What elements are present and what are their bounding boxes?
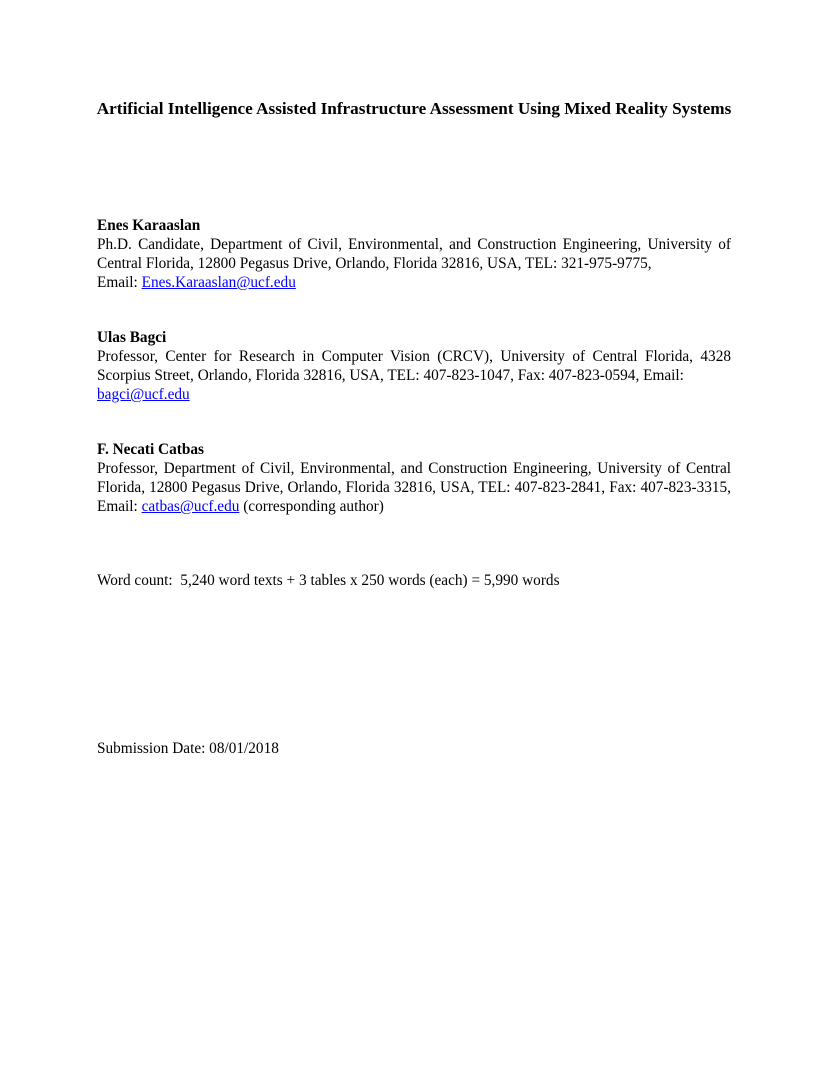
email-line — [97, 273, 731, 292]
author-name: Ulas Bagci — [97, 329, 167, 346]
affiliation-text: Professor, Center for Research in Computer Vision (CRCV), University of Central Florida, 4328 Scorpius Street, Orlando, Florida 32816, USA, TEL: 407-823-1047, Fax: 407-823-0594, Email: — [97, 348, 731, 384]
author-name: Enes Karaaslan — [97, 217, 201, 234]
email-link[interactable]: bagci@ucf.edu — [97, 386, 190, 403]
email-link[interactable]: catbas@ucf.edu — [141, 498, 240, 515]
author-affiliation — [97, 347, 731, 404]
submission-date: Submission Date: 08/01/2018 — [97, 740, 279, 757]
author-block — [97, 216, 731, 292]
affiliation-text: Professor, Department of Civil, Environmental, and Construction Engineering, University of Central Florida, 12800 Pegasus Drive, Orlando, Florida 32816, USA, TEL: 407-823-2841, Fax: 407-823-3315, Email: — [97, 460, 731, 515]
email-line — [97, 385, 731, 404]
email-label: Email: — [97, 274, 142, 291]
author-block — [97, 440, 731, 516]
corresponding-note: (corresponding author) — [239, 498, 384, 515]
affiliation-text: Ph.D. Candidate, Department of Civil, Environmental, and Construction Engineering, University of Central Florida, 12800 Pegasus Drive, Orlando, Florida 32816, USA, TEL: 321-975-9775, — [97, 236, 731, 272]
author-affiliation — [97, 235, 731, 292]
email-link[interactable]: Enes.Karaaslan@ucf.edu — [141, 274, 296, 291]
author-block — [97, 328, 731, 404]
word-count: Word count: 5,240 word texts + 3 tables x 250 words (each) = 5,990 words — [97, 572, 560, 589]
author-affiliation — [97, 459, 731, 516]
paper-title: Artificial Intelligence Assisted Infrastructure Assessment Using Mixed Reality Systems — [96, 99, 732, 118]
author-name: F. Necati Catbas — [97, 441, 204, 458]
